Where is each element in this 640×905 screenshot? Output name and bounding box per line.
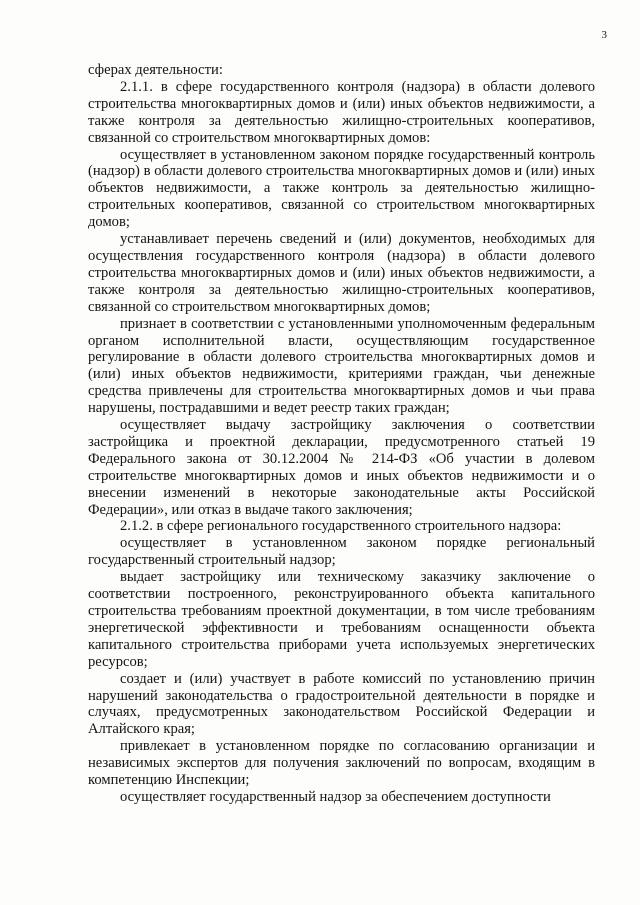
paragraph: 2.1.1. в сфере государственного контроля (надзора) в области долевого строительства многоквартирных домов и (или) иных объектов недвижимости, а также контроля за деятельностью жилищно-строительных кооперативов, связанной со строительством многоквартирных домов: <box>88 78 595 146</box>
paragraph: осуществляет в установленном законом порядке региональный государственный строительный надзор; <box>88 535 595 569</box>
paragraph: сферах деятельности: <box>88 62 223 78</box>
paragraph: 2.1.2. в сфере регионального государственного строительного надзора: <box>120 518 562 535</box>
paragraph: осуществляет в установленном законом порядке государственный контроль (надзор) в области долевого строительства многоквартирных домов и (или) иных объектов недвижимости, а также контроль за деятельностью жилищно-строительных кооперативов, связанной со строительством многоквартирных домов; <box>88 146 595 231</box>
paragraph: осуществляет выдачу застройщику заключения о соответствии застройщика и проектной декларации, предусмотренного статьей 19 Федерального закона от 30.12.2004 № 214-ФЗ «Об участии в долевом строительстве многоквартирных домов и иных объектов недвижимости и о внесении изменений в некоторые законодательные акты Российской Федерации», или отказ в выдаче такого заключения; <box>88 417 595 518</box>
paragraph: устанавливает перечень сведений и (или) документов, необходимых для осуществления государственного контроля (надзора) в области долевого строительства многоквартирных домов и (или) иных объектов недвижимости, а также контроля за деятельностью жилищно-строительных кооперативов, связанной со строительством многоквартирных домов; <box>88 231 595 315</box>
paragraph: признает в соответствии с установленными уполномоченным федеральным органом исполнительной власти, осуществляющим государственное регулирование в области долевого строительства многоквартирных домов и (или) иных объектов недвижимости, критериями граждан, чьи денежные средства привлечены для строительства многоквартирных домов и чьи права нарушены, пострадавшими и ведет реестр таких граждан; <box>88 315 595 417</box>
paragraph: создает и (или) участвует в работе комиссий по установлению причин нарушений законодательства о градостроительной деятельности в порядке и случаях, предусмотренных законодательством Российской Федерации и Алтайского края; <box>88 670 595 738</box>
paragraph: выдает застройщику или техническому заказчику заключение о соответствии построенного, реконструированного объекта капитального строительства требованиям проектной документации, в том числе требованиям энергетической эффективности и требованиям оснащенности объекта капитального строительства приборами учета используемых энергетических ресурсов; <box>88 569 595 670</box>
page-number: 3 <box>601 29 607 41</box>
paragraph: осуществляет государственный надзор за обеспечением доступности <box>120 788 551 805</box>
paragraph: привлекает в установленном порядке по согласованию организации и независимых экспертов для получения заключений по вопросам, входящим в компетенцию Инспекции; <box>88 738 595 789</box>
document-body <box>88 62 595 806</box>
